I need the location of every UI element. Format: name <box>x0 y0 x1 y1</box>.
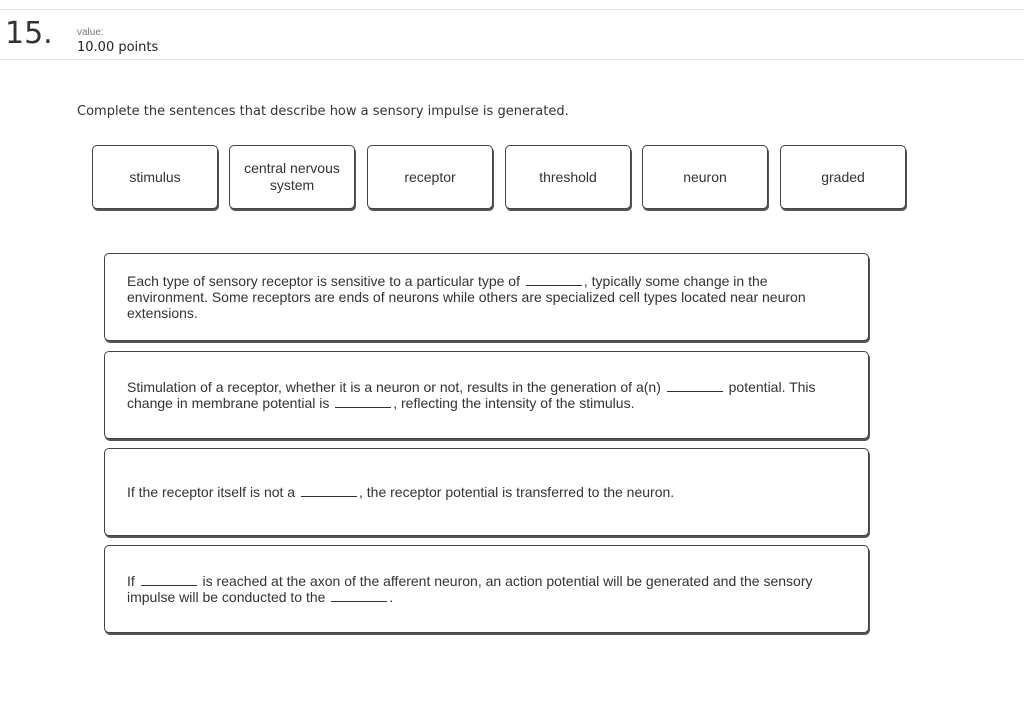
sentence-text <box>127 484 674 500</box>
blank-drop-zone[interactable] <box>667 380 723 392</box>
question-prompt: Complete the sentences that describe how a sensory impulse is generated. <box>77 104 569 119</box>
sentence-box-2 <box>104 351 869 439</box>
value-label: value: <box>77 27 104 38</box>
term-label: central nervous system <box>244 160 340 193</box>
term-tile-central-nervous-system[interactable] <box>229 145 355 209</box>
term-tile-stimulus[interactable] <box>92 145 218 209</box>
term-label: stimulus <box>129 168 181 185</box>
sentence-box-1 <box>104 253 869 341</box>
sentence-part: Stimulation of a receptor, whether it is a neuron or not, results in the generation of a(n) <box>127 379 665 395</box>
sentence-text <box>127 379 846 411</box>
term-tile-neuron[interactable] <box>642 145 768 209</box>
sentence-part: . <box>389 589 394 605</box>
blank-drop-zone[interactable] <box>141 574 197 586</box>
question-number: 15. <box>5 16 53 51</box>
term-tile-threshold[interactable] <box>505 145 631 209</box>
sentence-part: , reflecting the intensity of the stimulus. <box>393 395 635 411</box>
sentence-text <box>127 573 846 605</box>
sentence-box-4 <box>104 545 869 633</box>
sentence-text <box>127 273 846 321</box>
blank-drop-zone[interactable] <box>526 274 582 286</box>
sentence-part: , the receptor potential is transferred to the neuron. <box>358 484 675 500</box>
sentence-part: potential. This change in membrane potential is <box>127 379 816 411</box>
sentence-part: Each type of sensory receptor is sensitive to a particular type of <box>127 273 524 289</box>
term-label: receptor <box>404 168 456 185</box>
term-tile-graded[interactable] <box>780 145 906 209</box>
sentence-box-3 <box>104 448 869 536</box>
term-tile-receptor[interactable] <box>367 145 493 209</box>
sentence-part: If the receptor itself is not a <box>127 484 299 500</box>
blank-drop-zone[interactable] <box>331 590 387 602</box>
points-value: 10.00 points <box>77 40 159 55</box>
term-label: graded <box>821 168 865 185</box>
sentence-part: is reached at the axon of the afferent neuron, an action potential will be generated and the sensory impulse will be conducted to the <box>127 573 813 605</box>
term-label: neuron <box>683 168 727 185</box>
sentence-part: If <box>127 573 139 589</box>
term-label: threshold <box>539 168 597 185</box>
sentence-part: , typically some change in the environment. Some receptors are ends of neurons while others are specialized cell types located near neuron extensions. <box>127 273 806 321</box>
blank-drop-zone[interactable] <box>301 485 357 497</box>
blank-drop-zone[interactable] <box>335 396 391 408</box>
